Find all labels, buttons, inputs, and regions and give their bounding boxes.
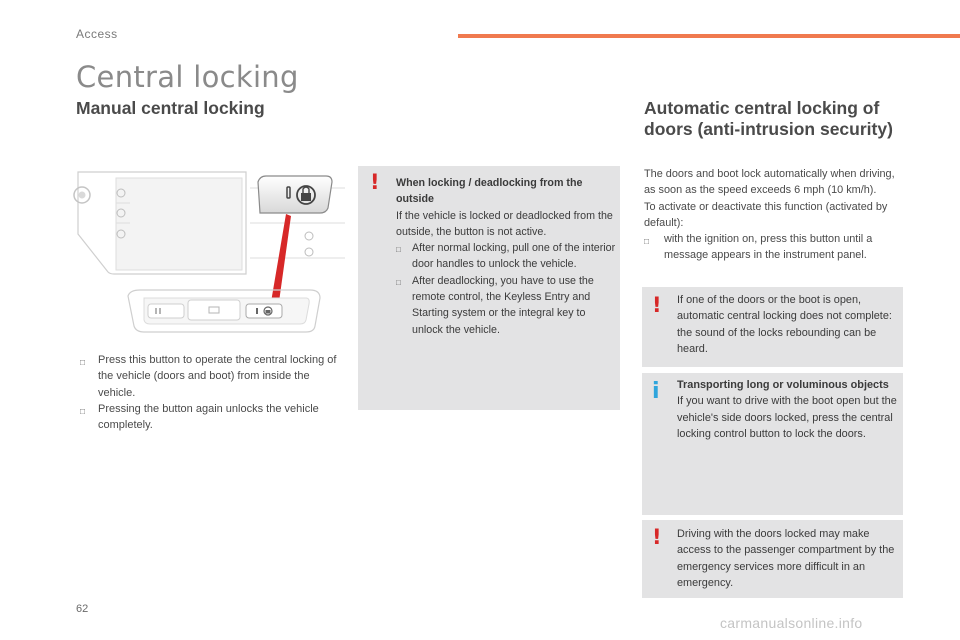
page-title: Central locking <box>76 60 299 94</box>
bullet-icon: □ <box>644 236 650 247</box>
warning-icon: ! <box>370 170 380 194</box>
pointer-arrow <box>270 214 291 309</box>
bullet-icon: □ <box>396 277 401 287</box>
automatic-para-1: The doors and boot lock automatically when driving, as soon as the speed exceeds 6 mph (10 km/h). <box>644 168 895 197</box>
automatic-locking-heading: Automatic central locking of doors (anti-intrusion security) <box>644 98 893 139</box>
section-label: Access <box>76 27 118 41</box>
warning-title: When locking / deadlocking from the outside <box>396 177 583 206</box>
manual-locking-instructions <box>80 352 342 433</box>
bullet-icon: □ <box>396 245 401 255</box>
bullet-icon: □ <box>80 357 86 367</box>
automatic-locking-description <box>644 166 906 264</box>
watermark: carmanualsonline.info <box>720 615 863 631</box>
warning-box-locking-outside <box>358 166 620 410</box>
warning-body: If the vehicle is locked or deadlocked from the outside, the button is not active. <box>396 209 613 238</box>
list-item: □ After normal locking, pull one of the interior door handles to unlock the vehicle. <box>396 240 616 273</box>
list-item: □ Press this button to operate the central locking of the vehicle (doors and boot) from inside the vehicle. <box>80 352 342 401</box>
info-body: If you want to drive with the boot open but the vehicle's side doors locked, press the central locking control button to lock the doors. <box>677 395 897 440</box>
warning-box-doors-open <box>642 287 903 367</box>
manual-locking-heading: Manual central locking <box>76 98 265 118</box>
emergency-text: Driving with the doors locked may make access to the passenger compartment by the emergency services more difficult in an emergency. <box>677 528 895 589</box>
warning-icon: ! <box>652 525 662 549</box>
automatic-para-2: To activate or deactivate this function (activated by default): <box>644 200 888 229</box>
warning-box-emergency <box>642 520 903 598</box>
bullet-icon: □ <box>80 405 86 416</box>
list-item: □ After deadlocking, you have to use the remote control, the Keyless Entry and Starting system or the integral key to unlock the vehicle. <box>396 273 616 338</box>
doors-open-text: If one of the doors or the boot is open, automatic central locking does not complete: the sound of the locks rebounding can be heard. <box>677 294 892 355</box>
page-number: 62 <box>76 603 89 615</box>
info-box-transport <box>642 373 903 515</box>
dashboard-illustration <box>70 168 350 338</box>
list-item: □ Pressing the button again unlocks the vehicle completely. <box>80 401 342 434</box>
info-icon: i <box>652 379 660 404</box>
info-title: Transporting long or voluminous objects <box>677 379 889 391</box>
warning-icon: ! <box>652 293 662 317</box>
list-item: □ with the ignition on, press this button until a message appears in the instrument panel. <box>644 231 906 264</box>
header-accent-bar <box>458 34 960 38</box>
